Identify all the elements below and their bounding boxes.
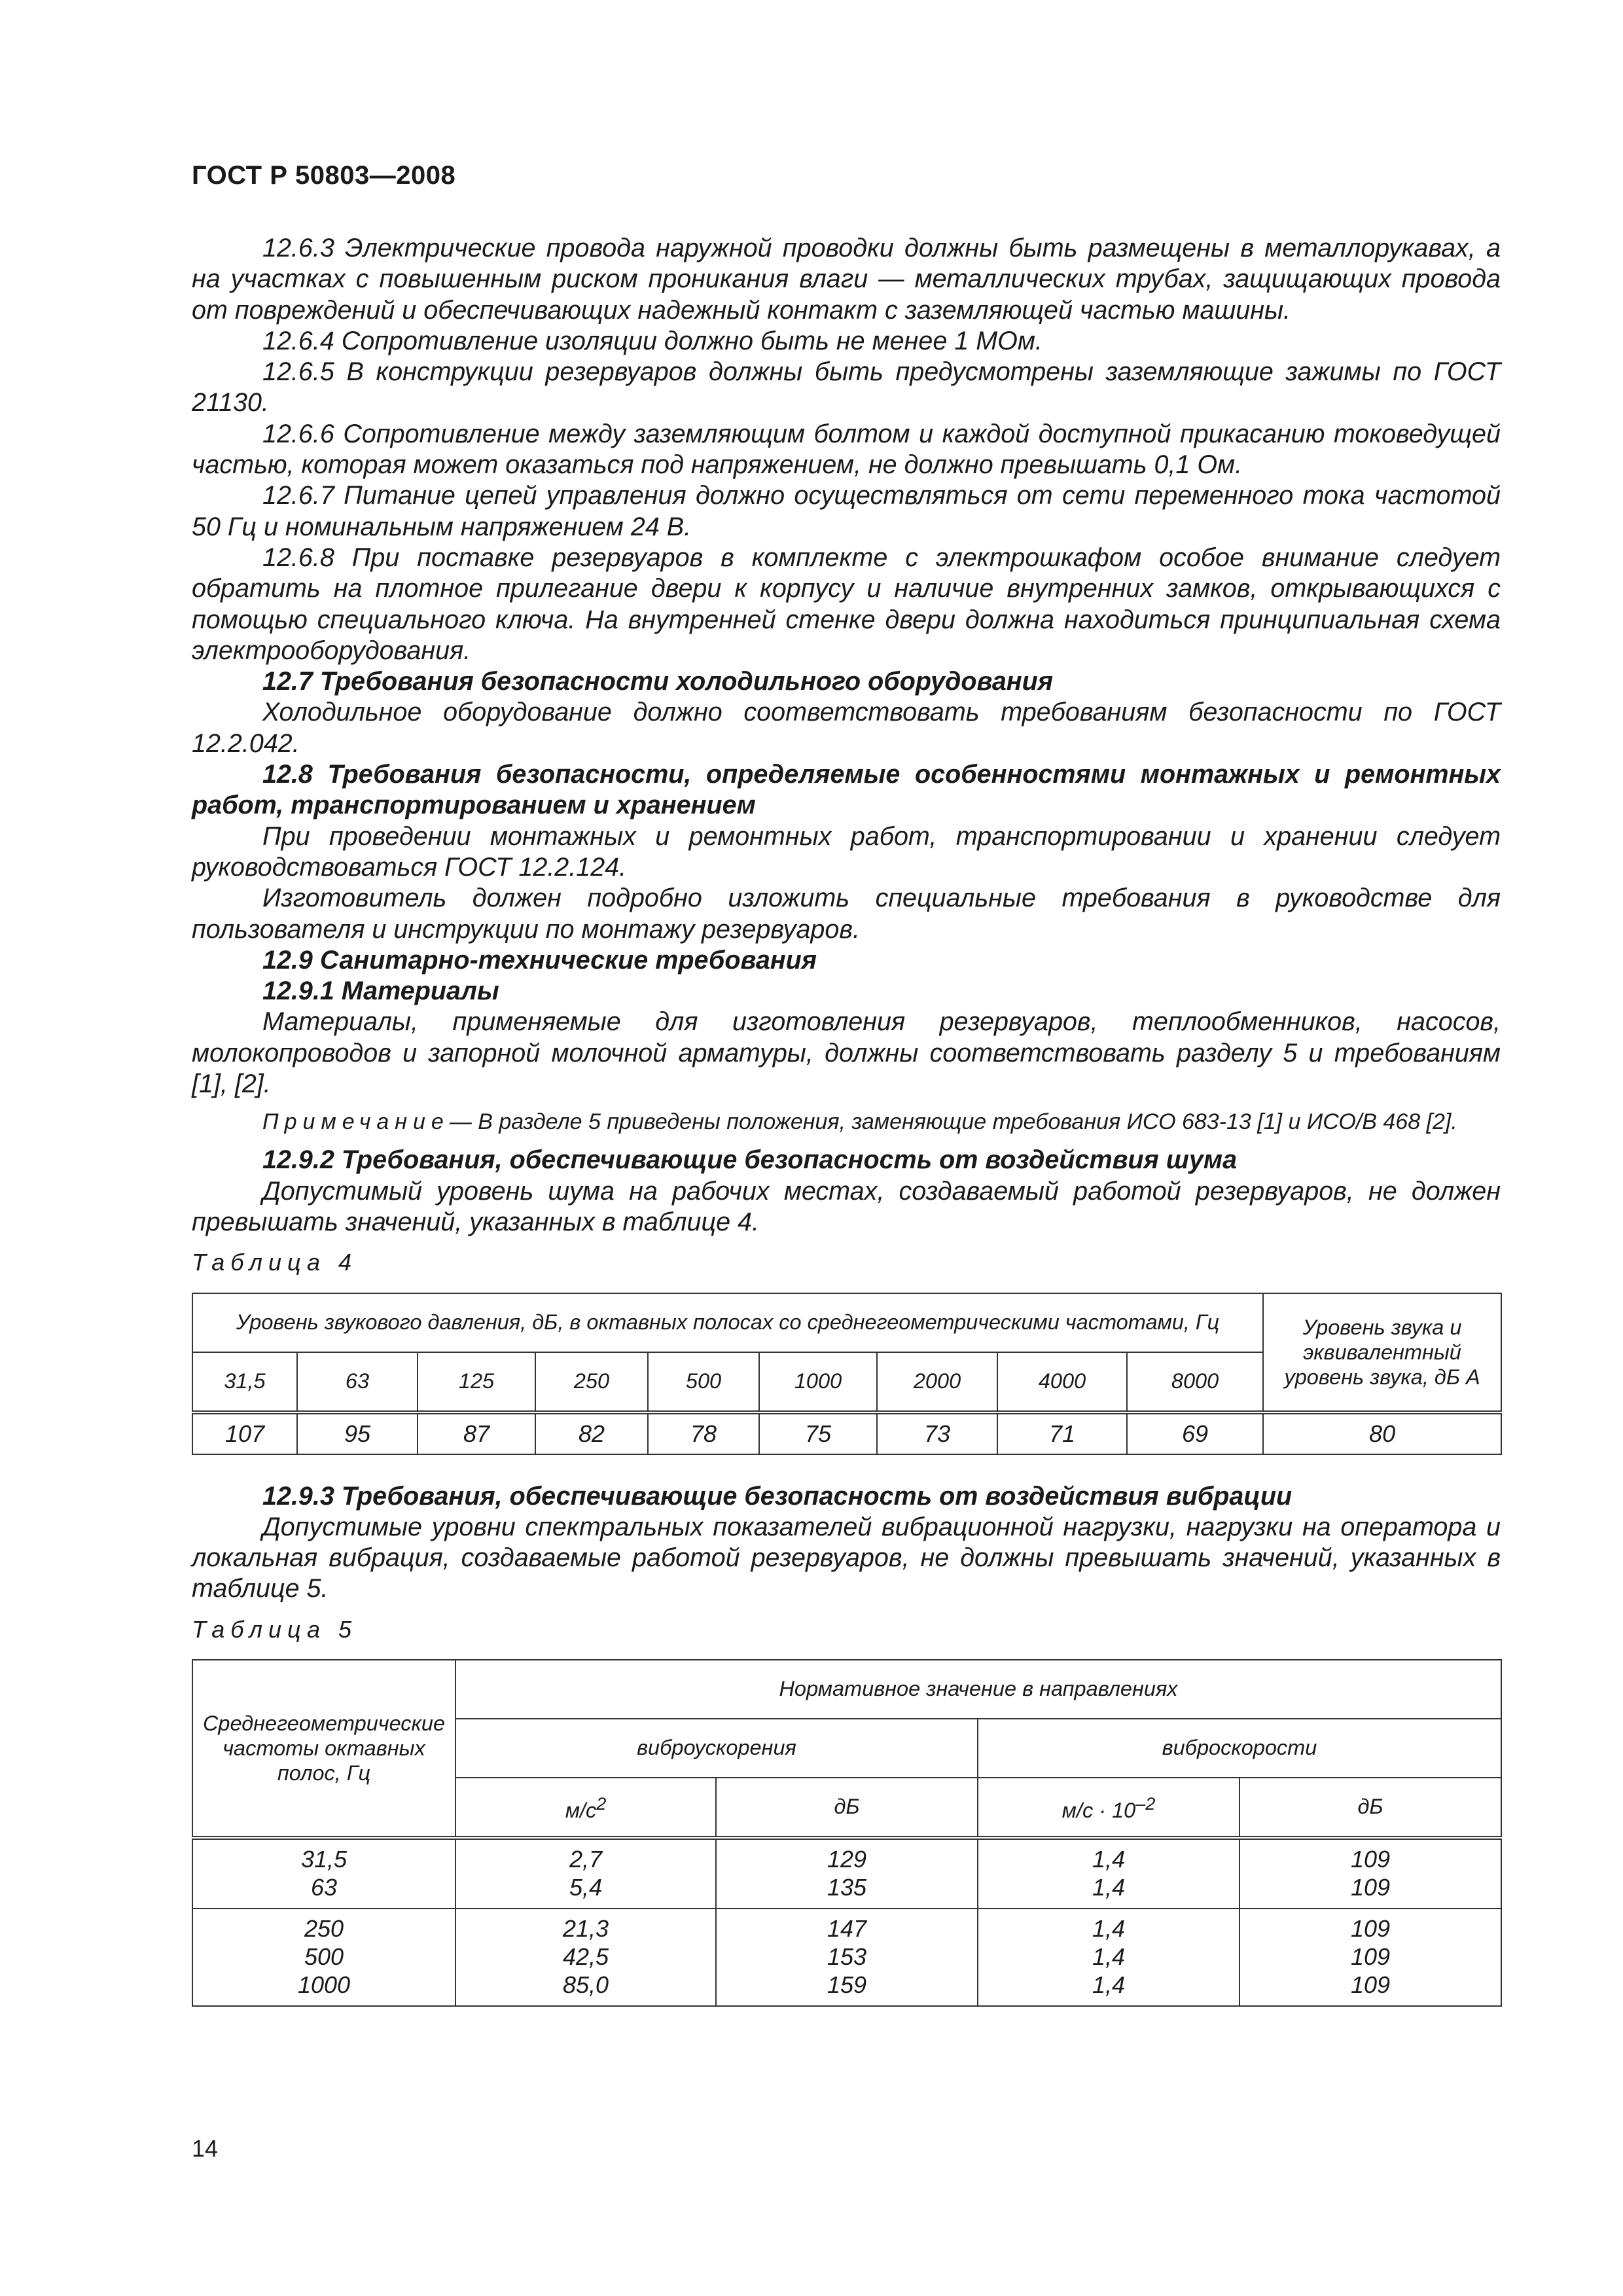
table5-group-1 (192, 1838, 1501, 1909)
table4-total-header: Уровень звука и эквивалентный уровень звука, дБ А (1263, 1293, 1501, 1412)
heading-12-9-1: 12.9.1 Материалы (262, 977, 499, 1006)
table4-caption: Таблица 4 (192, 1249, 358, 1276)
paragraph-12-6-3: 12.6.3 Электрические провода наружной проводки должны быть размещены в металлорукавах, а на участках с повышенным риском проникания влаги — металлических трубах, защищающих провода от повреждений и обеспечивающих надежный контакт с заземляющей частью машины. (192, 234, 1501, 325)
table4-freq: 2000 (877, 1352, 997, 1412)
table5-vel-cell: 1,4 1,4 1,4 (978, 1909, 1240, 2006)
table4-value: 69 (1127, 1412, 1263, 1454)
table5-accel-cell: 21,3 42,5 85,0 (455, 1909, 716, 2006)
table4-freq: 63 (297, 1352, 418, 1412)
paragraph-12-9-2: Допустимый уровень шума на рабочих местах, создаваемый работой резервуаров, не должен превышать значений, указанных в таблице 4. (192, 1176, 1501, 1236)
paragraph-12-7: Холодильное оборудование должно соответствовать требованиям безопасности по ГОСТ 12.2.042. (192, 698, 1501, 758)
table5-sub-vel: виброскорости (978, 1719, 1501, 1778)
paragraph-12-6-4: 12.6.4 Сопротивление изоляции должно быть не менее 1 МОм. (262, 326, 1043, 355)
table5-freq-cell: 250 500 1000 (192, 1909, 455, 2006)
table4-value: 82 (535, 1412, 648, 1454)
table4-value: 73 (877, 1412, 997, 1454)
table5-unit-accel: $м/с^2$ (455, 1778, 716, 1838)
table4-value: 107 (192, 1412, 297, 1454)
table-5 (192, 1659, 1502, 2007)
table4-value: 75 (759, 1412, 877, 1454)
table5-accel-db-cell: 129 135 (716, 1838, 978, 1909)
table5-group-header: Нормативное значение в направлениях (455, 1660, 1501, 1719)
table4-freq: 125 (418, 1352, 535, 1412)
paragraph-12-9-1: Материалы, применяемые для изготовления резервуаров, теплообменников, насосов, молокопроводов и запорной молочной арматуры, должны соответствовать разделу 5 и требованиям [1], [2]. (192, 1007, 1501, 1099)
table4-value: 78 (648, 1412, 759, 1454)
table4-value: 87 (418, 1412, 535, 1454)
table5-sub-accel: виброускорения (455, 1719, 978, 1778)
table4-value: 71 (997, 1412, 1127, 1454)
table4-freq: 31,5 (192, 1352, 297, 1412)
table4-freq: 250 (535, 1352, 648, 1412)
table4-value: 95 (297, 1412, 418, 1454)
paragraph-12-6-8: 12.6.8 При поставке резервуаров в комплекте с электрошкафом особое внимание следует обратить на плотное прилегание двери к корпусу и наличие внутренних замков, открывающихся с помощью специального ключа. На внутренней стенке двери должна находиться принципиальная схема электрооборудования. (192, 543, 1501, 665)
note-text: — В разделе 5 приведены положения, заменяющие требования ИСО 683-13 [1] и ИСО/В 468 [2]. (449, 1109, 1457, 1135)
heading-12-9-2: 12.9.2 Требования, обеспечивающие безопасность от воздействия шума (262, 1145, 1238, 1175)
heading-12-9: 12.9 Санитарно-технические требования (262, 945, 817, 975)
table5-vel-db-cell: 109 109 109 (1240, 1909, 1501, 2006)
table5-vel-db-cell: 109 109 (1240, 1838, 1501, 1909)
table4-value-row (192, 1412, 1501, 1454)
table5-accel-cell: 2,7 5,4 (455, 1838, 716, 1909)
paragraph-12-6-7: 12.6.7 Питание цепей управления должно осуществляться от сети переменного тока частотой 50 Гц и номинальным напряжением 24 В. (192, 481, 1501, 541)
paragraph-12-9-3: Допустимые уровни спектральных показателей вибрационной нагрузки, нагрузки на оператора и локальная вибрация, создаваемые работой резервуаров, не должны превышать значений, указанных в таблице 5. (192, 1512, 1501, 1604)
paragraph-12-8-b: Изготовитель должен подробно изложить специальные требования в руководстве для пользователя и инструкции по монтажу резервуаров. (192, 884, 1501, 944)
heading-12-7: 12.7 Требования безопасности холодильного оборудования (262, 667, 1054, 696)
table-4 (192, 1293, 1502, 1455)
table4-value: 80 (1263, 1412, 1501, 1454)
table4-freq: 500 (648, 1352, 759, 1412)
table5-vel-cell: 1,4 1,4 (978, 1838, 1240, 1909)
table5-group-2 (192, 1909, 1501, 2006)
paragraph-12-6-5: 12.6.5 В конструкции резервуаров должны быть предусмотрены заземляющие зажимы по ГОСТ 21130. (192, 357, 1501, 418)
table4-group-header: Уровень звукового давления, дБ, в октавных полосах со среднегеометрическими частотами, Гц (192, 1293, 1263, 1352)
table5-caption: Таблица 5 (192, 1615, 358, 1643)
table5-unit-db: дБ (716, 1778, 978, 1838)
note-label: Примечание (262, 1109, 450, 1135)
page-number: 14 (192, 2135, 219, 2162)
table5-freq-cell: 31,5 63 (192, 1838, 455, 1909)
table4-freq: 4000 (997, 1352, 1127, 1412)
table4-freq: 1000 (759, 1352, 877, 1412)
document-body (192, 233, 1501, 2007)
paragraph-12-8-a: При проведении монтажных и ремонтных работ, транспортировании и хранении следует руководствоваться ГОСТ 12.2.124. (192, 821, 1501, 882)
table5-unit-db: дБ (1240, 1778, 1501, 1838)
table5-unit-vel: $м/с \cdot 10^{-2}$ (978, 1778, 1240, 1838)
table4-freq: 8000 (1127, 1352, 1263, 1412)
table5-col1-header: Среднегеометрические частоты октавных полос, Гц (192, 1660, 455, 1838)
table5-accel-db-cell: 147 153 159 (716, 1909, 978, 2006)
paragraph-12-6-6: 12.6.6 Сопротивление между заземляющим болтом и каждой доступной прикасанию токоведущей частью, которая может оказаться под напряжением, не должно превышать 0,1 Ом. (192, 419, 1501, 480)
heading-12-8: 12.8 Требования безопасности, определяемые особенностями монтажных и ремонтных работ, транспортированием и хранением (192, 760, 1501, 820)
document-code: ГОСТ Р 50803—2008 (192, 161, 456, 190)
heading-12-9-3: 12.9.3 Требования, обеспечивающие безопасность от воздействия вибрации (262, 1481, 1293, 1511)
note (192, 1109, 1501, 1136)
